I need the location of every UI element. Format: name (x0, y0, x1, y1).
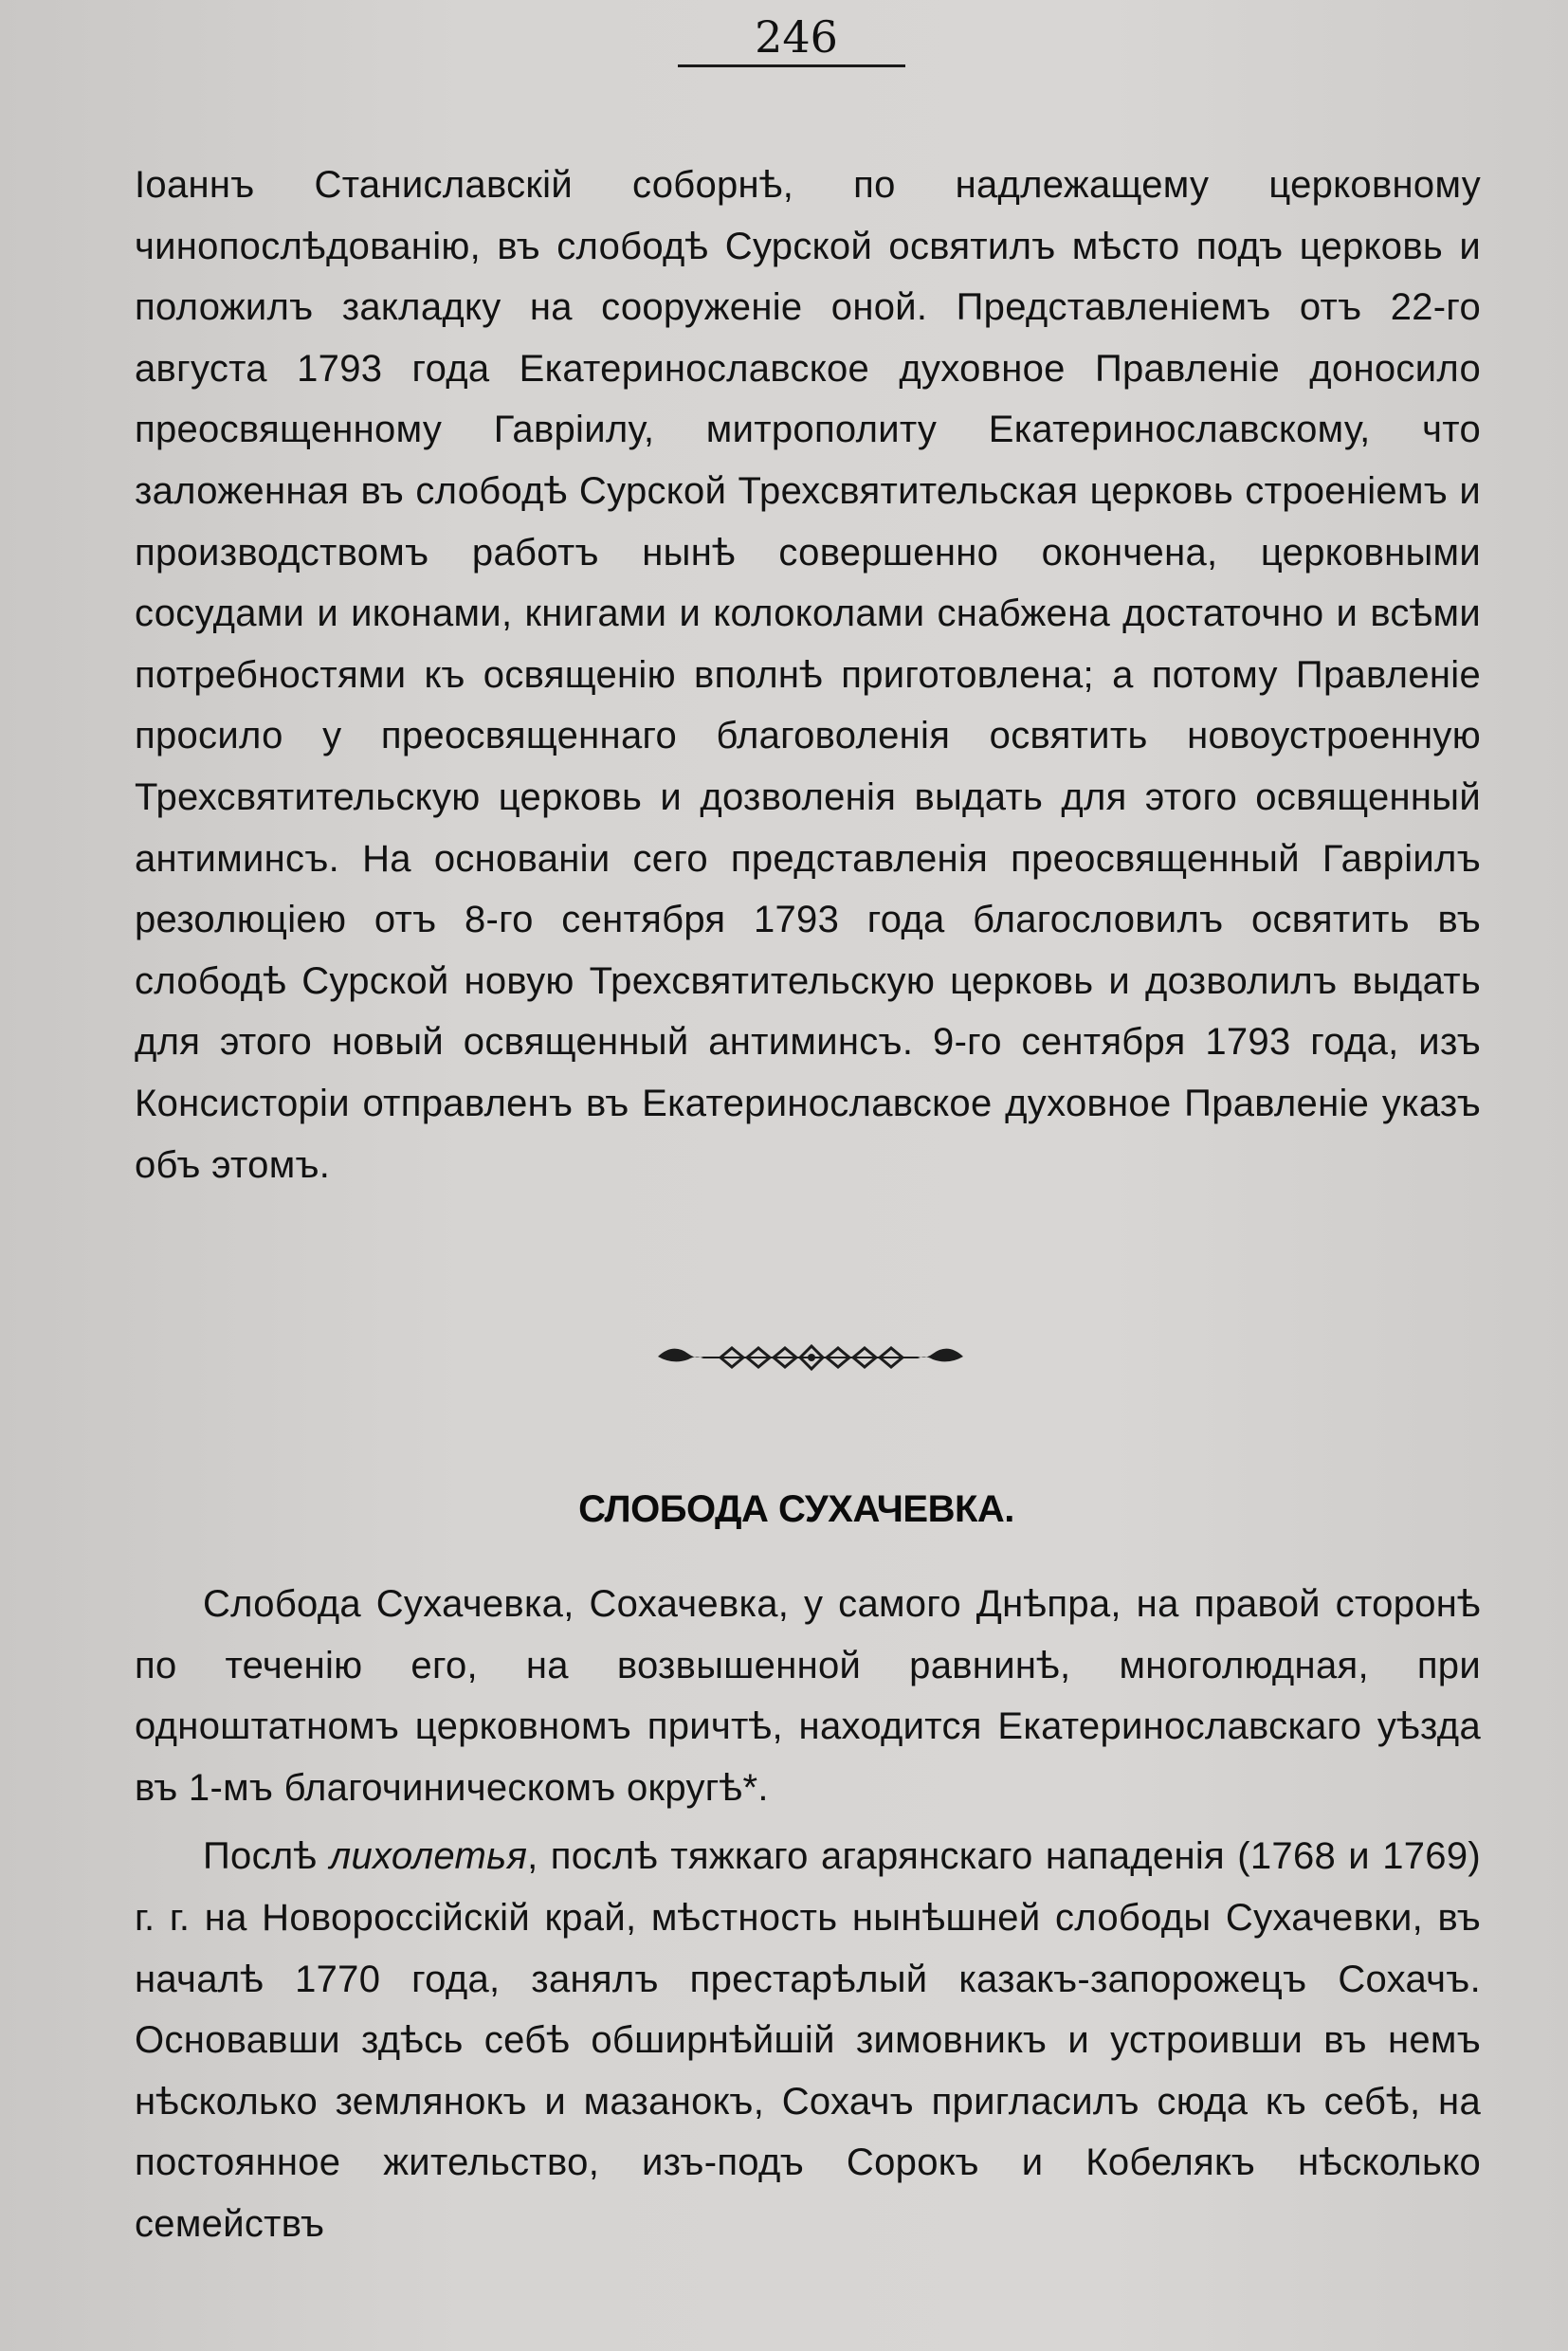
history-text-rest: , послѣ тяжкаго агарянскаго нападенія (1768 и 1769) г. г. на Новороссійскій край, мѣстность нынѣшней слободы Сухачевки, въ началѣ 1770 года, занялъ престарѣлый казакъ-запорожецъ Сохачъ. Основавши здѣсь себѣ обширнѣйшій зимовникъ и устроивши въ немъ нѣсколько землянокъ и мазанокъ, Сохачъ пригласилъ сюда къ себѣ, на постоянное жительство, изъ-подъ Сорокъ и Кобелякъ нѣсколько семействъ (135, 1835, 1481, 2245)
section-heading: СЛОБОДА СУХАЧЕВКА. (578, 1488, 1014, 1530)
text-block-top (135, 155, 1481, 1195)
page-number: 246 (755, 11, 838, 63)
text-block-sukhachevka (135, 1574, 1481, 2255)
ornament-divider-icon (654, 1333, 967, 1380)
paragraph-sukhachevka-location: Слобода Сухачевка, Сохачевка, у самого Днѣпра, на правой сторонѣ по теченію его, на возвышенной равнинѣ, многолюдная, при одноштатномъ церковномъ причтѣ, находится Екатеринославскаго уѣзда въ 1-мъ благочиническомъ округѣ*. (135, 1583, 1481, 1809)
header-rule (678, 64, 905, 67)
paragraph-sukhachevka-history (135, 1826, 1481, 2254)
paragraph-surskaya-church: Іоаннъ Станиславскій соборнѣ, по надлежащему церковному чинопослѣдованію, въ слободѣ Сурской освятилъ мѣсто подъ церковь и положилъ закладку на сооруженіе оной. Представленіемъ отъ 22-го августа 1793 года Екатеринославское духовное Правленіе доносило преосвященному Гавріилу, митрополиту Екатеринославскому, что заложенная въ слободѣ Сурской Трехсвятительская церковь строеніемъ и производствомъ работъ нынѣ совершенно окончена, церковными сосудами и иконами, книгами и колоколами снабжена достаточно и всѣми потребностями къ освященію вполнѣ приготовлена; а потому Правленіе просило у преосвященнаго благоволенія освятить новоустроенную Трехсвятительскую церковь и дозволенія выдать для этого освященный антиминсъ. На основаніи сего представленія преосвященный Гавріилъ резолюціею отъ 8-го сентября 1793 года благословилъ освятить въ слободѣ Сурской новую Трехсвятительскую церковь и дозволилъ выдать для этого новый освященный антиминсъ. 9-го сентября 1793 года, изъ Консисторіи отправленъ въ Екатеринославское духовное Правленіе указъ объ этомъ. (135, 164, 1481, 1186)
italic-term: лихолетья (329, 1835, 528, 1878)
history-text-start: Послѣ (203, 1835, 330, 1878)
